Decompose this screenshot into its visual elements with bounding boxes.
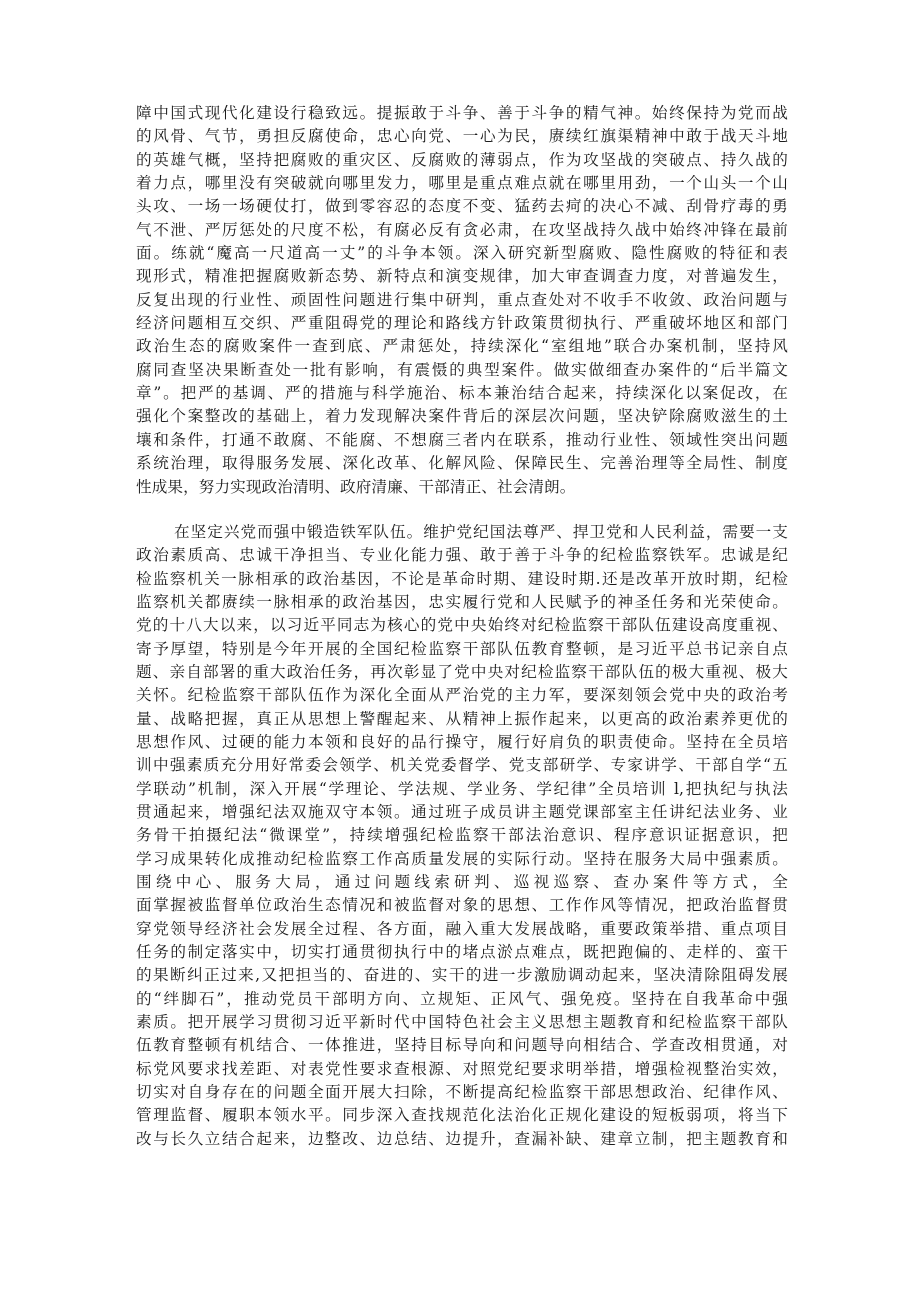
text-line: 的“绊脚石”，推动党员干部明方向、立规矩、正风气、强免疫。坚持在自我革命中强 <box>136 989 788 1008</box>
text-line: 关怀。纪检监察干部队伍作为深化全面从严治党的主力军，要深刻领会党中央的政治考 <box>136 686 788 705</box>
text-line: 切实对自身存在的问题全面开展大扫除，不断提高纪检监察干部思想政治、纪律作风、 <box>136 1083 788 1102</box>
text-line: 任务的制定落实中，切实打通贯彻执行中的堵点淤点难点，既把跑偏的、走样的、蛮干 <box>136 943 788 962</box>
text-line: 气不泄、严厉惩处的尺度不松，有腐必反有贪必肃，在攻坚战持久战中始终冲锋在最前 <box>136 220 788 239</box>
text-line: 穿党领导经济社会发展全过程、各方面，融入重大发展战略，重要政策举措、重点项目 <box>136 919 788 938</box>
text-line: 管理监督、履职本领水平。同步深入查找规范化法治化正规化建设的短板弱项，将当下 <box>136 1106 788 1125</box>
text-line: 反复出现的行业性、顽固性问题进行集中研判，重点查处对不收手不收敛、政治问题与 <box>136 290 788 309</box>
text-line: 经济问题相互交织、严重阻碍党的理论和路线方针政策贯彻执行、严重破坏地区和部门 <box>136 314 788 333</box>
text-line: 的果断纠正过来,又把担当的、奋进的、实干的进一步激励调动起来，坚决清除阻碍发展 <box>136 966 788 985</box>
text-line: 素质。把开展学习贯彻习近平新时代中国特色社会主义思想主题教育和纪检监察干部队 <box>136 1013 788 1032</box>
text-line: 学联动”机制，深入开展“学理论、学法规、学业务、学纪律”全员培训 l,把执纪与执法 <box>136 779 788 798</box>
text-line: 政治生态的腐败案件一查到底、严肃惩处，持续深化“室组地”联合办案机制，坚持风 <box>136 337 788 356</box>
text-line: 检监察机关一脉相承的政治基因，不论是革命时期、建设时期.还是改革开放时期，纪检 <box>136 569 788 588</box>
text-line: 面掌握被监督单位政治生态情况和被监督对象的思想、工作作风等情况，把政治监督贯 <box>136 896 788 915</box>
text-line: 腐同查坚决果断查处一批有影响，有震慑的典型案件。做实做细查办案件的“后半篇文 <box>136 360 788 379</box>
text-line: 强化个案整改的基础上，着力发现解决案件背后的深层次问题，坚决铲除腐败滋生的土 <box>136 407 788 426</box>
text-line: 系统治理，取得服务发展、深化改革、化解风险、保障民生、完善治理等全局性、制度 <box>136 454 788 473</box>
text-line: 改与长久立结合起来，边整改、边总结、边提升，查漏补缺、建章立制，把主题教育和 <box>136 1129 788 1148</box>
text-line: 贯通起来，增强纪法双施双守本领。通过班子成员讲主题党课部室主任讲纪法业务、业 <box>136 802 788 821</box>
text-line: 着力点，哪里没有突破就向哪里发力，哪里是重点难点就在哪里用劲，一个山头一个山 <box>136 174 788 193</box>
text-line: 现形式，精准把握腐败新态势、新特点和演变规律，加大审查调查力度，对普遍发生， <box>136 267 788 286</box>
text-line: 在坚定兴党而强中锻造铁军队伍。维护党纪国法尊严、捍卫党和人民利益，需要一支 <box>174 522 788 541</box>
text-line: 监察机关都赓续一脉相承的政治基因，忠实履行党和人民赋予的神圣任务和光荣使命。 <box>136 592 788 611</box>
text-line: 面。练就“魔高一尺道高一丈”的斗争本领。深入研究新型腐败、隐性腐败的特征和表 <box>136 244 788 263</box>
text-line: 围绕中心、服务大局，通过问题线索研判、巡视巡察、查办案件等方式，全 <box>136 873 788 891</box>
text-line: 训中强素质充分用好常委会领学、机关党委督学、党支部研学、专家讲学、干部自学“五 <box>136 756 788 775</box>
text-line: 伍教育整顿有机结合、一体推进，坚持目标导向和问题导向相结合、学查改相贯通，对 <box>136 1036 788 1055</box>
text-line: 性成果，努力实现政治清明、政府清廉、干部清正、社会清朗。 <box>136 477 576 496</box>
text-line: 题、亲自部署的重大政治任务，再次彰显了党中央对纪检监察干部队伍的极大重视、极大 <box>136 662 788 681</box>
text-line: 的英雄气概，坚持把腐败的重灾区、反腐败的薄弱点，作为攻坚战的突破点、持久战的 <box>136 150 788 169</box>
text-line: 章”。把严的基调、严的措施与科学施治、标本兼治结合起来，持续深化以案促改，在 <box>136 384 788 403</box>
text-line: 学习成果转化成推动纪检监察工作高质量发展的实际行动。坚持在服务大局中强素质。 <box>136 849 788 868</box>
text-line: 障中国式现代化建设行稳致远。提振敢于斗争、善于斗争的精气神。始终保持为党而战 <box>136 104 788 122</box>
document-page <box>136 102 788 1151</box>
text-line: 思想作风、过硬的能力本领和良好的品行操守，履行好肩负的职责使命。坚持在全员培 <box>136 732 788 751</box>
text-line: 寄予厚望，特别是今年开展的全国纪检监察干部队伍教育整顿，是习近平总书记亲自点 <box>136 639 788 658</box>
text-line: 头攻、一场一场硬仗打，做到零容忍的态度不变、猛药去疴的决心不减、刮骨疗毒的勇 <box>136 197 788 216</box>
paragraph-gap <box>136 499 788 521</box>
text-line: 量、战略把握，真正从思想上警醒起来、从精神上振作起来，以更高的政治素养更优的 <box>136 709 788 728</box>
text-line: 党的十八大以来，以习近平同志为核心的党中央始终对纪检监察干部队伍建设高度重视、 <box>136 616 788 635</box>
paragraph-1 <box>136 102 788 499</box>
text-line: 的风骨、气节，勇担反腐使命，忠心向党、一心为民，赓续红旗渠精神中敢于战天斗地 <box>136 127 788 146</box>
text-line: 务骨干拍摄纪法“微课堂”，持续增强纪检监察干部法治意识、程序意识证据意识，把 <box>136 826 788 845</box>
text-line: 政治素质高、忠诚干净担当、专业化能力强、敢于善于斗争的纪检监察铁军。忠诚是纪 <box>136 546 788 565</box>
text-line: 标党风要求找差距、对表党性要求查根源、对照党纪要求明举措，增强检视整治实效， <box>136 1059 788 1078</box>
paragraph-2 <box>136 521 788 1151</box>
text-line: 壤和条件，打通不敢腐、不能腐、不想腐三者内在联系，推动行业性、领域性突出问题 <box>136 430 788 449</box>
